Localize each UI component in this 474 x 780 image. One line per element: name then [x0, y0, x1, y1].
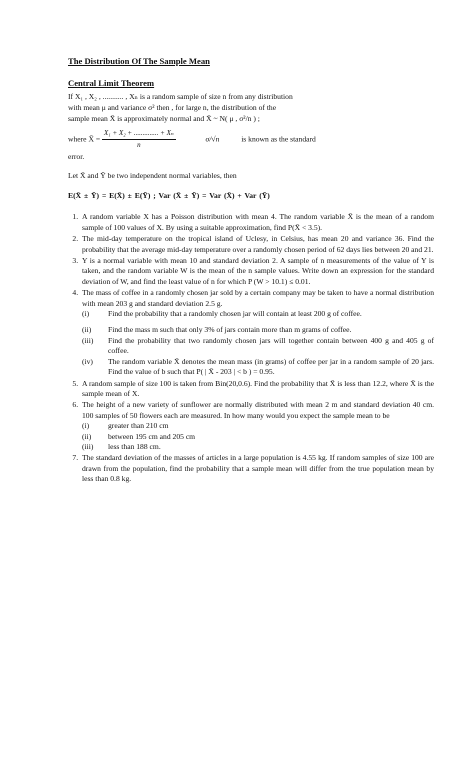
fraction-numerator: X₁ + X₂ + .............. + Xₙ	[102, 128, 176, 140]
part-text: greater than 210 cm	[108, 421, 169, 431]
clt-line-2: with mean μ and variance σ² then , for large n, the distribution of the	[68, 103, 277, 113]
page-title: The Distribution Of The Sample Mean	[68, 56, 210, 66]
part-number: (i)	[82, 421, 90, 431]
part-number: (iii)	[82, 335, 94, 345]
question-6-intro: 6. The height of a new variety of sunflower are normally distributed with mean 2 m and standard deviation 40 cm. 100 samples of 50 flowers each are measured. In how many would you expect the sample mean to be	[82, 400, 434, 420]
clt-where-line	[68, 128, 434, 151]
question-6	[80, 400, 434, 452]
question-4-part	[82, 357, 434, 378]
part-text: The random variable X̄ denotes the mean mass (in grams) of coffee per jar in a random sample of 20 jars. Find the value of b such that P( | X̄ - 203 | < b ) = 0.95.	[108, 356, 434, 377]
part-number: (ii)	[82, 325, 92, 335]
part-text: Find the probability that a randomly chosen jar will contain at least 200 g of coffee.	[108, 309, 362, 319]
question-3: 3. Y is a normal variable with mean 10 and standard deviation 2. A sample of n measurements of the value of Y is taken, and the random variable W is the mean of the n sample values. Write down an expression for the standard deviation of W, and find the least value of n for which P (W > 10.1) ≤ 0.01.	[80, 256, 434, 287]
question-6-part	[82, 442, 434, 452]
question-7: 7. The standard deviation of the masses of articles in a large population is 4.55 kg. If random samples of size 100 are drawn from the population, find the probability that a sample mean will differ from the true population mean by less than 0.8 kg.	[80, 453, 434, 484]
where-prefix: where X̄ =	[68, 134, 101, 144]
question-list	[68, 212, 434, 484]
question-4-intro: 4. The mass of coffee in a randomly chosen jar sold by a certain company may be taken to have a normal distribution with mean 203 g and standard deviation 2.5 g.	[82, 288, 434, 308]
clt-line-3: sample mean X̄ is approximately normal and X̄ ~ N( μ , σ²/n ) ;	[68, 114, 260, 124]
independent-variables-text: Let X̄ and Ȳ be two independent normal variables, then	[68, 171, 237, 181]
standard-error-expression: σ/√n	[205, 134, 220, 144]
question-4-part	[82, 309, 434, 319]
part-text: less than 188 cm.	[108, 441, 161, 451]
part-number: (i)	[82, 309, 90, 319]
question-1: 1. A random variable X has a Poisson distribution with mean 4. The random variable X̄ is the mean of a random sample of 100 values of X. By using a suitable approximation, find P(X̄ < 3.5).	[80, 212, 434, 233]
part-number: (ii)	[82, 431, 92, 441]
clt-error-line: error.	[68, 152, 85, 162]
clt-line-1: If X₁ , X₂ , ........... , Xₙ is a random sample of size n from any distribution	[68, 92, 293, 101]
expectation-variance-formula: E(X̄ ± Ȳ) = E(X̄) ± E(Ȳ) ; Var (X̄ ± Ȳ) = Var (X̄) + Var (Ȳ)	[68, 191, 270, 201]
part-number: (iv)	[82, 356, 93, 366]
question-2: 2. The mid-day temperature on the tropical island of Uclesy, in Celsius, has mean 20 and variance 36. Find the probability that the average mid-day temperature over a randomly chosen period of 62 days lies between 20 and 21.	[80, 234, 434, 255]
fraction-denominator: n	[137, 140, 141, 149]
sample-mean-fraction	[102, 128, 176, 151]
question-4-part	[82, 336, 434, 357]
question-4-part	[82, 325, 434, 335]
question-6-part	[82, 421, 434, 431]
clt-heading: Central Limit Theorem	[68, 78, 155, 88]
part-text: between 195 cm and 205 cm	[108, 431, 196, 441]
part-text: Find the probability that two randomly chosen jars will together contain between 400 g and 405 g of coffee.	[108, 335, 434, 356]
question-6-part	[82, 432, 434, 442]
part-text: Find the mass m such that only 3% of jars contain more than m grams of coffee.	[108, 325, 352, 335]
question-5: 5. A random sample of size 100 is taken from Bin(20,0.6). Find the probability that X̄ is less than 12.2, where X̄ is the sample mean of X.	[80, 379, 434, 400]
part-number: (iii)	[82, 441, 94, 451]
question-4	[80, 288, 434, 377]
standard-error-suffix: is known as the standard	[241, 134, 316, 144]
